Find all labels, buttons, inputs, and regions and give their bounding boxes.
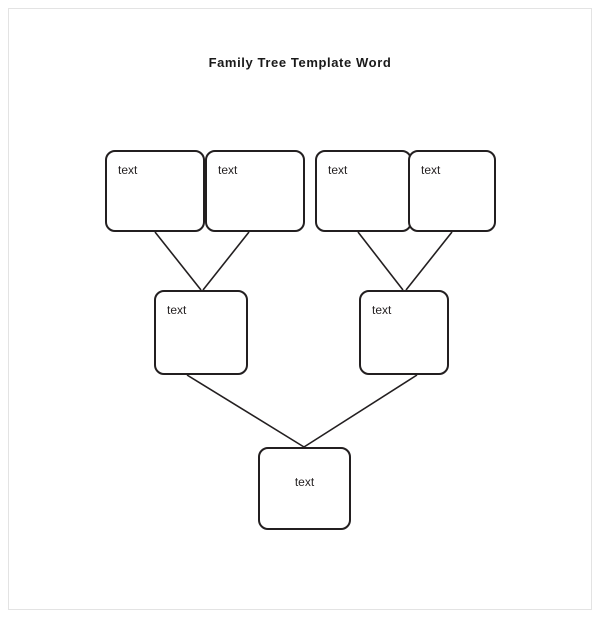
- tree-node-label: text: [294, 475, 315, 489]
- tree-node-child-1[interactable]: [258, 447, 351, 530]
- connector-p1-c1: [187, 375, 304, 447]
- tree-node-label: text: [118, 163, 138, 177]
- tree-node-label: text: [328, 163, 348, 177]
- tree-node-grandparent-4[interactable]: [408, 150, 496, 232]
- tree-node-label: text: [372, 303, 392, 317]
- tree-node-label: text: [421, 163, 441, 177]
- tree-node-label: text: [218, 163, 238, 177]
- tree-node-label: text: [167, 303, 187, 317]
- tree-node-grandparent-1[interactable]: [105, 150, 205, 232]
- tree-node-grandparent-3[interactable]: [315, 150, 412, 232]
- connector-gp4-p2: [406, 232, 452, 290]
- connector-gp1-p1: [155, 232, 201, 290]
- connector-gp2-p1: [203, 232, 249, 290]
- page-title: Family Tree Template Word: [208, 55, 392, 70]
- connector-p2-c1: [304, 375, 417, 447]
- tree-node-grandparent-2[interactable]: [205, 150, 305, 232]
- tree-node-parent-2[interactable]: [359, 290, 449, 375]
- connector-gp3-p2: [358, 232, 403, 290]
- tree-node-parent-1[interactable]: [154, 290, 248, 375]
